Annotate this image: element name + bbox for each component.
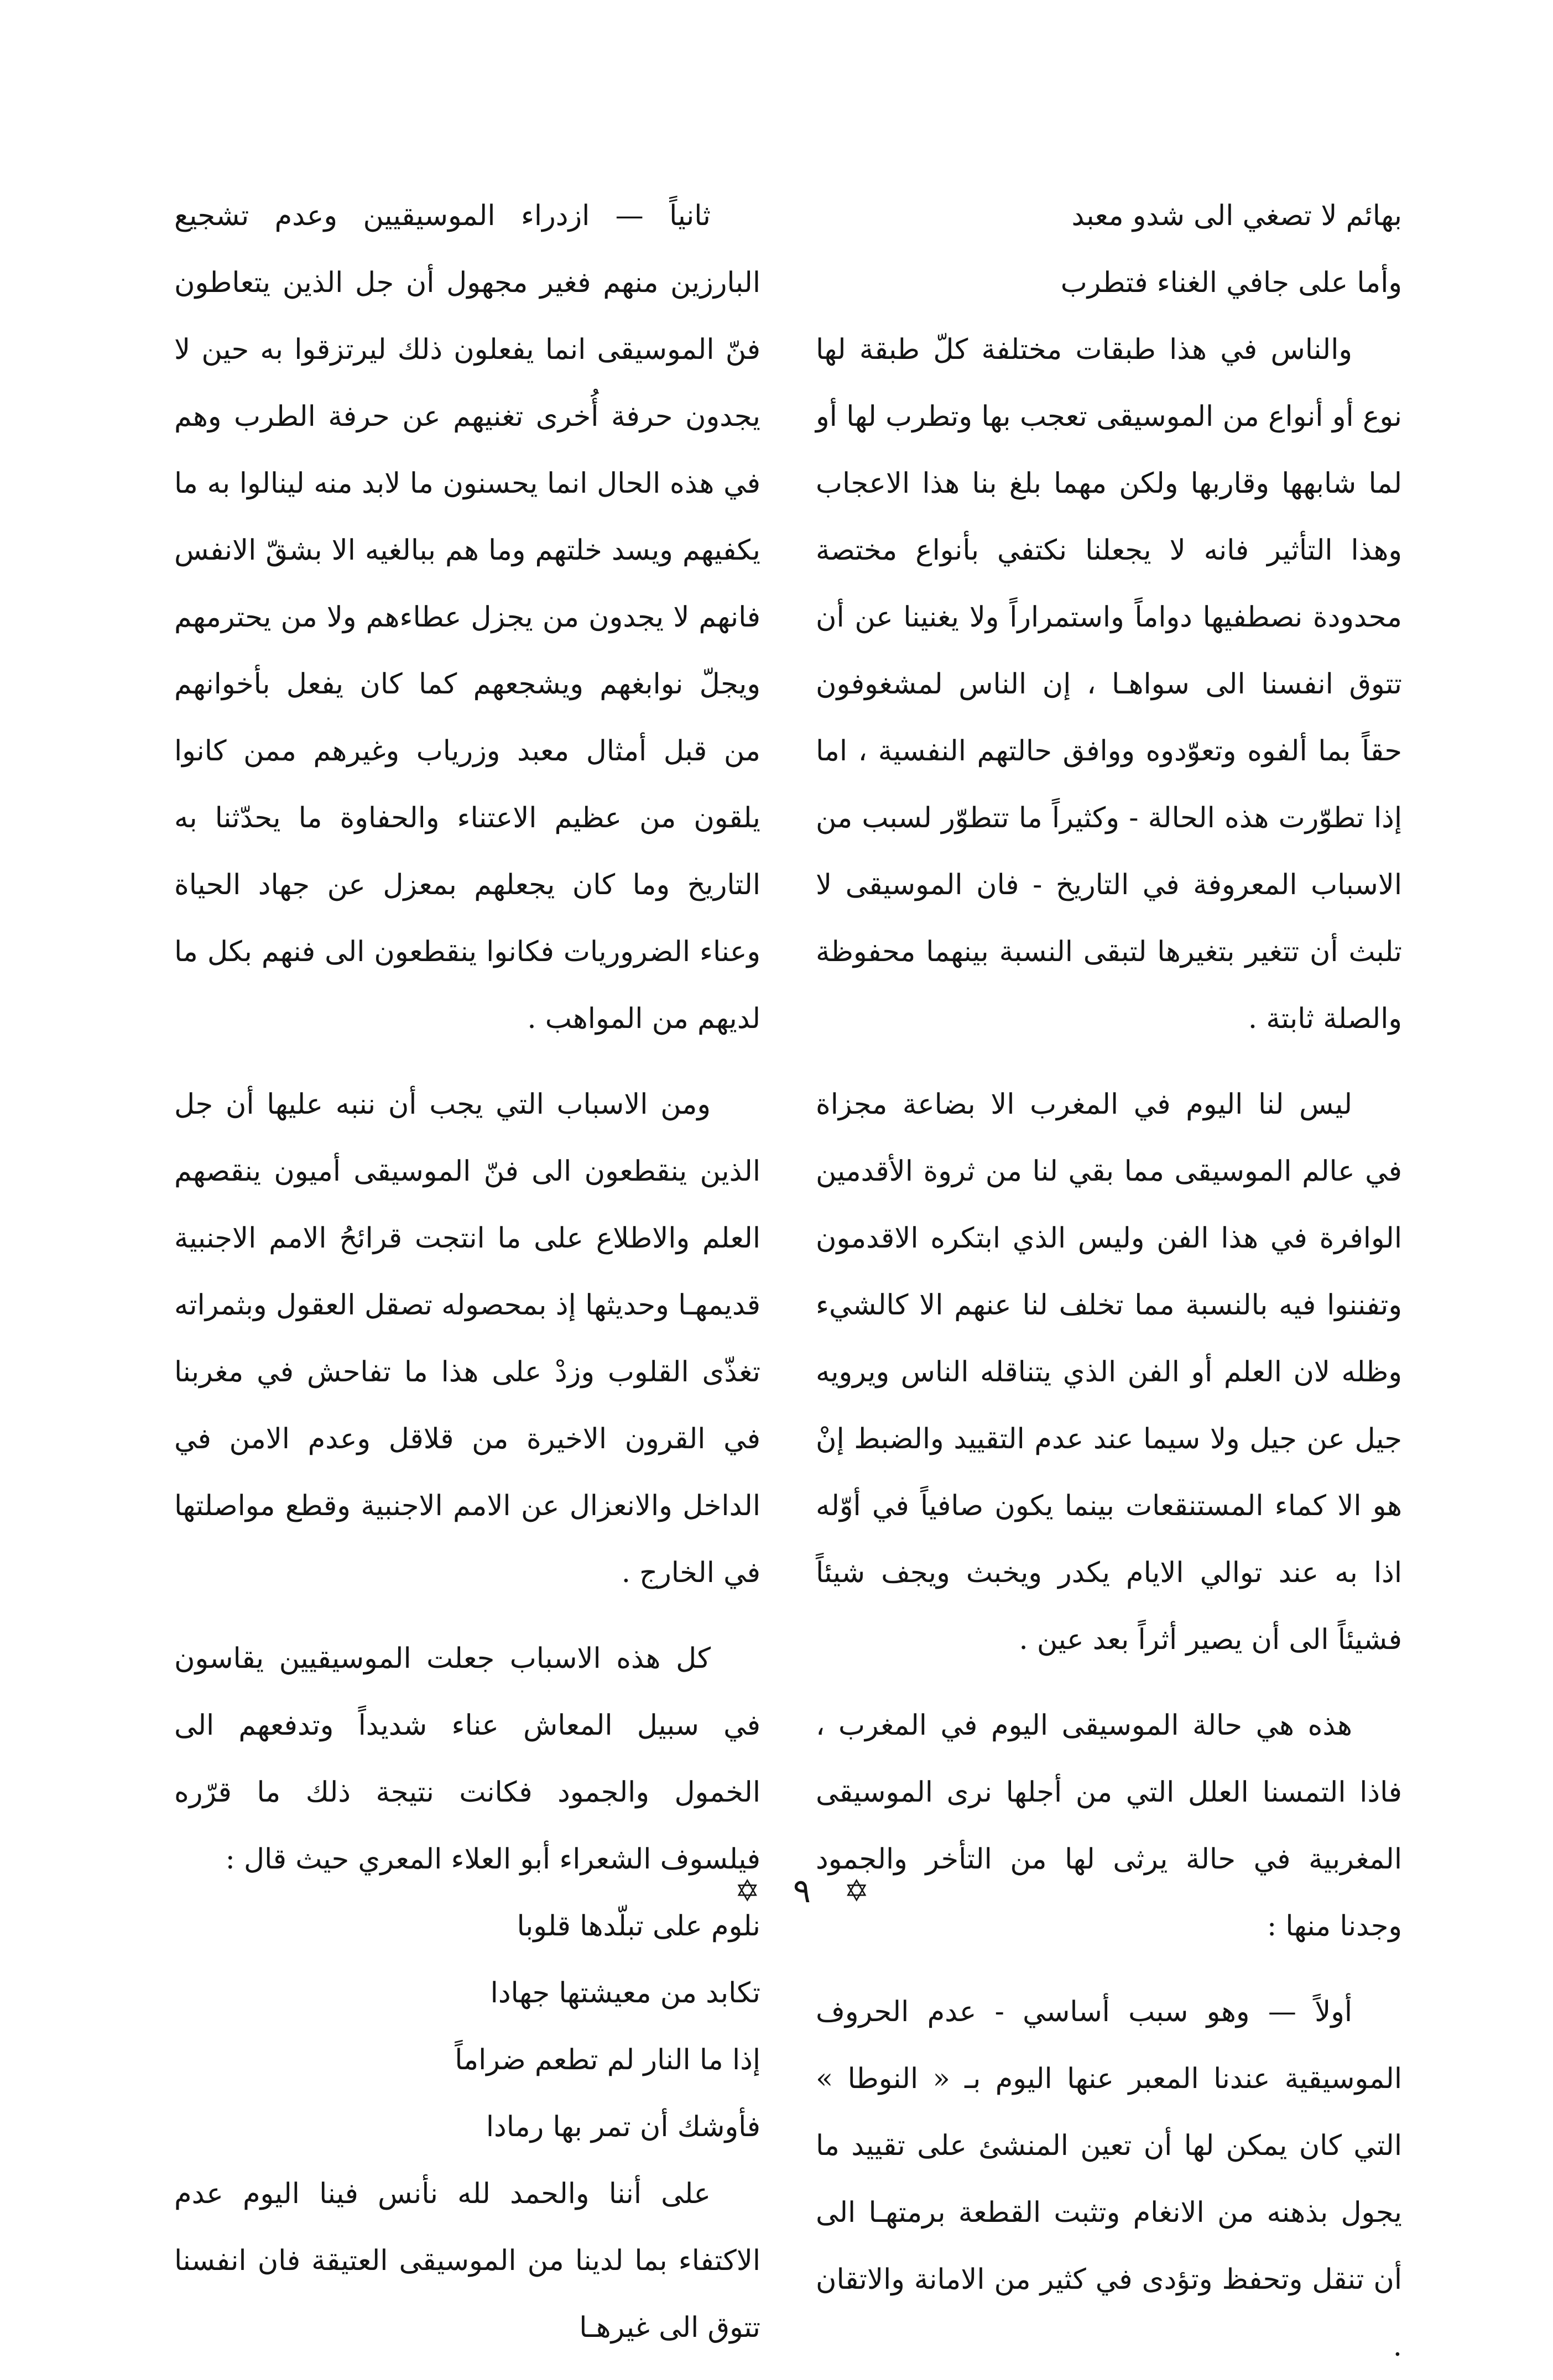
paragraph: أولاً — وهو سبب أساسي - عدم الحروف الموسيقية عندنا المعبر عنها اليوم بـ « النوطا » التي كان يمكن لها أن تعين المنشئ على تقييد ما يجول بذهنه من الانغام وتثبت القطعة برمتهـا الى أن تنقل وتحفظ وتؤدى في كثير من الامانة والاتقان . — [816, 1996, 1402, 2363]
paragraph: كل هذه الاسباب جعلت الموسيقيين يقاسون في سبيل المعاش عناء شديداً وتدفعهم الى الخمول والجمود فكانت نتيجة ذلك ما قرّره فيلسوف الشعراء أبو العلاء المعري حيث قال : — [174, 1642, 760, 1876]
paragraph: ومن الاسباب التي يجب أن ننبه عليها أن جل الذين ينقطعون الى فنّ الموسيقى أميون ينقصهم العلم والاطلاع على ما انتجت قرائحُ الامم الاجنبية قديمهـا وحديثها إذ بمحصوله تصقل العقول وبثمراته تغذّى القلوب وزدْ على هذا ما تفاحش في مغربنا في القرون الاخيرة من قلاقل وعدم الامن في الداخل والانعزال عن الامم الاجنبية وقطع مواصلتها في الخارج . — [174, 1088, 760, 1589]
verse-line: بهائم لا تصغي الى شدو معبد — [1071, 200, 1402, 232]
verse-line: إذا ما النار لم تطعم ضراماً — [455, 2044, 760, 2076]
left-column — [174, 182, 760, 2361]
paragraph: ثانياً — ازدراء الموسيقيين وعدم تشجيع البارزين منهم فغير مجهول أن جل الذين يتعاطون فنّ الموسيقى انما يفعلون ذلك ليرتزقوا به حين لا يجدون حرفة أُخرى تغنيهم عن حرفة الطرب وهم في هذه الحال انما يحسنون ما لابد منه لينالوا به ما يكفيهم ويسد خلتهم وما هم ببالغيه الا بشقّ الانفس فانهم لا يجدون من يجزل عطاءهم ولا من يحترمهم ويجلّ نوابغهم ويشجعهم كما كان يفعل بأخوانهم من قبل أمثال معبد وزرياب وغيرهم ممن كانوا يلقون من عظيم الاعتناء والحفاوة ما يحدّثنا به التاريخ وما كان يجعلهم بمعزل عن جهاد الحياة وعناء الضروريات فكانوا ينقطعون الى فنهم بكل ما لديهم من المواهب . — [174, 200, 760, 1035]
right-column — [816, 182, 1402, 2380]
paragraph: والناس في هذا طبقات مختلفة كلّ طبقة لها نوع أو أنواع من الموسيقى تعجب بها وتطرب لها أو لما شابهها وقاربها ولكن مهما بلغ بنا هذا الاعجاب وهذا التأثير فانه لا يجعلنا نكتفي بأنواع مختصة محدودة نصطفيها دواماً واستمراراً ولا يغنينا عن أن تتوق انفسنا الى سواهـا ، إن الناس لمشغوفون حقاً بما ألفوه وتعوّدوه ووافق حالتهم النفسية ، اما إذا تطوّرت هذه الحالة - وكثيراً ما تتطوّر لسبب من الاسباب المعروفة في التاريخ - فان الموسيقى لا تلبث أن تتغير بتغيرها لتبقى النسبة بينهما محفوظة والصلة ثابتة . — [816, 333, 1402, 1035]
paragraph: ليس لنا اليوم في المغرب الا بضاعة مجزاة في عالم الموسيقى مما بقي لنا من ثروة الأقدمين الوافرة في هذا الفن وليس الذي ابتكره الاقدمون وتفننوا فيه بالنسبة مما تخلف لنا عنهم الا كالشيء وظله لان العلم أو الفن الذي يتناقله الناس ويرويه جيل عن جيل ولا سيما عند عدم التقييد والضبط إنْ هو الا كماء المستنقعات بينما يكون صافياً في أوّله اذا به عند توالي الايام يكدر ويخبث ويجف شيئاً فشيئاً الى أن يصير أثراً بعد عين . — [816, 1088, 1402, 1656]
paragraph: هذه هي حالة الموسيقى اليوم في المغرب ، فاذا التمسنا العلل التي من أجلها نرى الموسيقى المغربية في حالة يرثى لها من التأخر والجمود وجدنا منها : — [816, 1709, 1402, 1943]
verse-line: فأوشك أن تمر بها رمادا — [486, 2111, 760, 2143]
verse-line: نلوم على تبلّدها قلوبا — [517, 1910, 760, 1943]
ornament-star-icon: ✡ — [734, 1873, 760, 1908]
page-number: ٩ — [793, 1872, 811, 1911]
ornament-star-icon: ✡ — [844, 1873, 869, 1908]
verse-line: وأما على جافي الغناء فتطرب — [1060, 267, 1402, 299]
page-footer — [719, 1869, 885, 1913]
verse-line: تكابد من معيشتها جهادا — [490, 1977, 760, 2010]
paragraph: على أننا والحمد لله نأنس فينا اليوم عدم الاكتفاء بما لدينا من الموسيقى العتيقة فان انفسنا تتوق الى غيرهـا — [174, 2178, 760, 2344]
